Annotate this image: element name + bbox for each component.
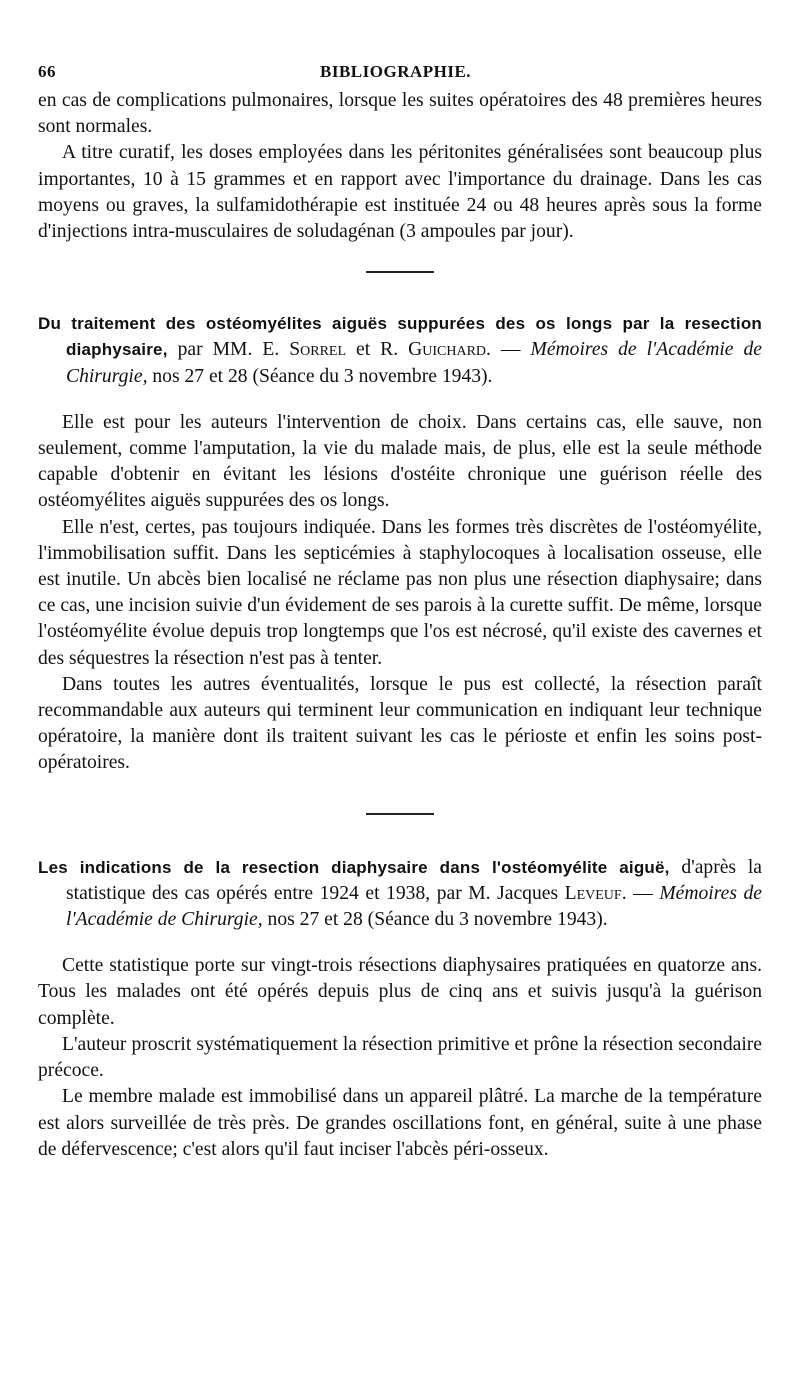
article-1-source: Mémoires de l'Académie de Chirurgie,	[66, 339, 762, 387]
article-2-paragraph-2: L'auteur proscrit systématiquement la résection primitive et prône la résection secondaire précoce.	[38, 1033, 762, 1082]
article-1-reference: nos 27 et 28 (Séance du 3 novembre 1943).	[147, 365, 493, 387]
continuation-paragraph-2: A titre curatif, les doses employées dans les péritonites généralisées sont beaucoup plus importantes, 10 à 15 grammes et en rapport avec l'importance du drainage. Dans les cas moyens ou graves, la sulfamidothérapie est instituée 24 ou 48 heures après sous la forme d'injections intra-musculaires de soludagénan (3 ampoules par jour).	[38, 142, 762, 243]
article-2-title: Les indications de la resection diaphysaire dans l'ostéomyélite aiguë,	[38, 857, 670, 877]
article-1-heading: Du traitement des ostéomyélites aiguës suppurées des os longs par la resection diaphysaire, par MM. E. Sorrel et R. Guichard. — Mémoires de l'Académie de Chirurgie, nos 27 et 28 (Séance du 3 novembre 1943).	[38, 314, 762, 387]
running-title: BIBLIOGRAPHIE.	[320, 62, 472, 81]
article-2-source: Mémoires de l'Académie de Chirurgie,	[66, 882, 762, 931]
book-page	[38, 58, 762, 1163]
article-1-paragraph-1: Elle est pour les auteurs l'intervention de choix. Dans certains cas, elle sauve, non seulement, comme l'amputation, la vie du malade mais, de plus, elle est la seule méthode capable d'obtenir en évitant les lésions d'ostéite chronique une guérison réelle des ostéomyélites aiguës suppurées des os longs.	[38, 411, 762, 512]
article-2-paragraph-3: Le membre malade est immobilisé dans un appareil plâtré. La marche de la température est alors surveillée de très près. De grandes oscillations font, en général, suite à une phase de défervescence; c'est alors qu'il faut inciser l'abcès péri-osseux.	[38, 1086, 762, 1160]
continuation-paragraph-1: en cas de complications pulmonaires, lorsque les suites opératoires des 48 premières heures sont normales.	[38, 90, 762, 138]
page-number: 66	[38, 62, 56, 81]
article-2-reference: nos 27 et 28 (Séance du 3 novembre 1943).	[262, 909, 608, 931]
article-2-author-leveuf: Leveuf	[564, 882, 622, 904]
page-header	[38, 58, 762, 88]
article-2-heading: Les indications de la resection diaphysaire dans l'ostéomyélite aiguë, d'après la statistique des cas opérés entre 1924 et 1938, par M. Jacques Leveuf. — Mémoires de l'Académie de Chirurgie, nos 27 et 28 (Séance du 3 novembre 1943).	[38, 856, 762, 931]
article-1-author-guichard: Guichard	[408, 339, 487, 361]
section-divider	[366, 271, 434, 273]
article-1-paragraph-3: Dans toutes les autres éventualités, lorsque le pus est collecté, la résection paraît recommandable aux auteurs qui terminent leur communication en indiquant leur technique opératoire, la manière dont ils traitent suivant les cas le périoste et enfin les soins post-opératoires.	[38, 673, 762, 774]
article-2-paragraph-1: Cette statistique porte sur vingt-trois résections diaphysaires pratiquées en quatorze ans. Tous les malades ont été opérés depuis plus de cinq ans et suivis jusqu'à la guérison complète.	[38, 955, 762, 1029]
article-1-paragraph-2: Elle n'est, certes, pas toujours indiquée. Dans les formes très discrètes de l'ostéomyélite, l'immobilisation suffit. Dans les septicémies à staphylocoques à localisation osseuse, elle est inutile. Un abcès bien localisé ne réclame pas non plus une résection diaphysaire; dans ce cas, une incision suivie d'un évidement de ses parois à la curette suffit. De même, lorsque l'ostéomyélite évolue depuis trop longtemps que l'os est nécrosé, qu'il existe des cavernes et des séquestres la résection n'est pas à tenter.	[38, 516, 762, 669]
article-1-title: Du traitement des ostéomyélites aiguës suppurées des os longs par la resection diaphysaire,	[38, 314, 762, 360]
section-divider	[366, 813, 434, 815]
article-1-author-sorrel: Sorrel	[289, 339, 347, 361]
